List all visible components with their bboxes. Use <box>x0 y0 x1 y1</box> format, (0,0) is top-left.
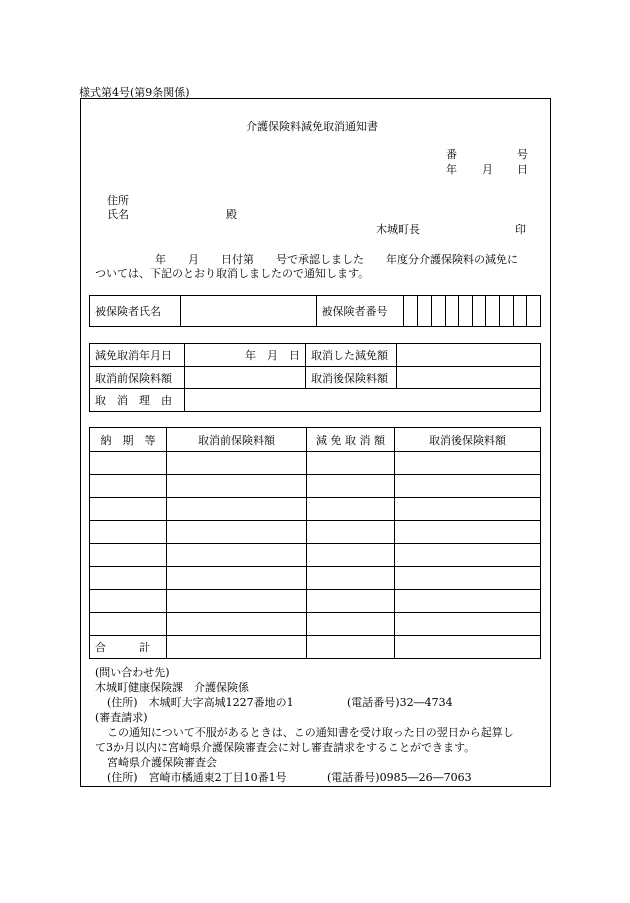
insured-name-label: 被保険者氏名 <box>90 296 181 327</box>
period-header: 減 免 取 消 額 <box>307 428 395 452</box>
address-label: 住所 <box>107 194 129 207</box>
issuer-name: 木城町長 <box>376 223 420 236</box>
body-text-line1: 年 月 日付第 号で承認しました 年度分介護保険料の減免に <box>155 253 518 266</box>
appeal-text-line2: て3か月以内に宮崎県介護保険審査会に対し審査請求をすることができます。 <box>95 741 476 754</box>
insured-number-digit <box>527 296 541 327</box>
after-premium-label: 取消後保険料額 <box>306 367 397 389</box>
before-premium-label: 取消前保険料額 <box>90 367 185 389</box>
table-row <box>90 452 541 475</box>
name-label: 氏名 <box>107 208 129 221</box>
number-ban: 番 <box>446 148 457 161</box>
table-row <box>90 521 541 544</box>
document-title: 介護保険料減免取消通知書 <box>246 120 378 133</box>
insured-table <box>89 295 541 327</box>
after-premium-value <box>397 367 541 389</box>
appeal-org: 宮崎県介護保険審査会 <box>107 756 217 769</box>
inquiry-phone: (電話番号)32―4734 <box>347 696 453 709</box>
appeal-address: (住所) 宮崎市橘通東2丁目10番1号 <box>107 771 287 784</box>
date-day: 日 <box>517 163 528 176</box>
date-month: 月 <box>482 163 493 176</box>
insured-number-digit <box>445 296 459 327</box>
inquiry-dept: 木城町健康保険課 介護保険係 <box>95 681 249 694</box>
insured-number-digit <box>513 296 527 327</box>
appeal-phone: (電話番号)0985―26―7063 <box>327 771 472 784</box>
insured-name-value <box>181 296 316 327</box>
period-header: 納 期 等 <box>90 428 167 452</box>
inquiry-heading: (問い合わせ先) <box>95 666 170 679</box>
insured-number-digit <box>403 296 418 327</box>
total-cancelled <box>307 636 395 659</box>
inquiry-address: (住所) 木城町大字高城1227番地の1 <box>107 696 294 709</box>
cancel-date-label: 減免取消年月日 <box>90 344 185 367</box>
body-text-line2: ついては、下記のとおり取消しましたので通知します。 <box>95 267 370 280</box>
date-year: 年 <box>446 163 457 176</box>
number-gou: 号 <box>517 148 528 161</box>
total-before <box>167 636 307 659</box>
insured-number-digit <box>418 296 432 327</box>
cancel-reason-label: 取 消 理 由 <box>90 389 185 412</box>
insured-number-digit <box>459 296 473 327</box>
cancel-date-value: 年 月 日 <box>185 344 306 367</box>
before-premium-value <box>185 367 306 389</box>
appeal-heading: (審査請求) <box>95 711 148 724</box>
total-after <box>395 636 541 659</box>
period-header: 取消前保険料額 <box>167 428 307 452</box>
period-header: 取消後保険料額 <box>395 428 541 452</box>
appeal-text-line1: この通知について不服があるときは、この通知書を受け取った日の翌日から起算し <box>107 726 514 739</box>
table-row <box>90 544 541 567</box>
table-row <box>90 613 541 636</box>
form-number-label: 様式第4号(第9条関係) <box>79 86 190 99</box>
honorific-dono: 殿 <box>226 208 237 221</box>
insured-number-digit <box>486 296 500 327</box>
table-row <box>90 475 541 498</box>
cancelled-amount-label: 取消した減免額 <box>306 344 397 367</box>
insured-number-digit <box>472 296 486 327</box>
table-row <box>90 590 541 613</box>
insured-number-label: 被保険者番号 <box>316 296 403 327</box>
table-row <box>90 567 541 590</box>
cancel-reason-value <box>185 389 541 412</box>
insured-number-digit <box>431 296 445 327</box>
insured-number-digit <box>500 296 514 327</box>
total-label: 合 計 <box>90 636 167 659</box>
period-table <box>89 427 541 659</box>
table-row <box>90 498 541 521</box>
seal-mark: 印 <box>515 223 526 236</box>
cancelled-amount-value <box>397 344 541 367</box>
cancellation-table <box>89 343 541 412</box>
